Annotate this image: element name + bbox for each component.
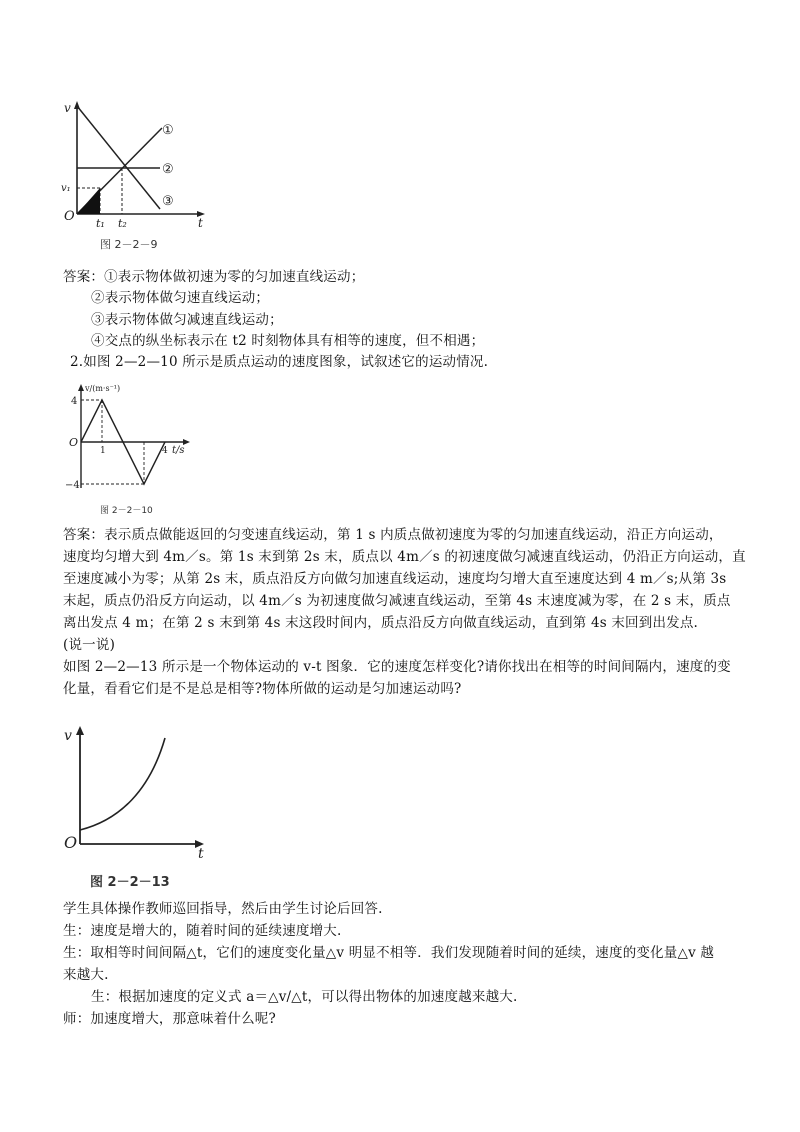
y-axis-label: v <box>64 101 71 115</box>
dialogue-line-4: 来越大. <box>63 967 109 983</box>
answer2-line-3: 至速度减小为零；从第 2s 末，质点沿反方向做匀加速直线运动，速度均匀增大直至速度达到 4 m／s;从第 3s <box>63 571 727 587</box>
answer2-line-4: 末起，质点仍沿反方向运动，以 4m／s 为初速度做匀减速直线运动，至第 4s 末速度减为零，在 2 s 末，质点 <box>63 593 731 609</box>
figure-caption: 图 2－2－13 <box>90 875 170 890</box>
dialogue-line-2: 生：速度是增大的，随着时间的延续速度增大. <box>63 923 342 939</box>
dialogue-line-1: 学生具体操作教师巡回指导，然后由学生讨论后回答. <box>63 901 383 917</box>
velocity-curve <box>80 738 165 830</box>
answer1-line-2: ②表示物体做匀速直线运动； <box>91 290 270 306</box>
t2-label: t₂ <box>118 217 127 230</box>
origin-label: O <box>64 209 75 224</box>
answer1-line-4: ④交点的纵坐标表示在 t2 时刻物体具有相等的速度，但不相遇； <box>91 333 485 349</box>
discussion-line-1: 如图 2—2—13 所示是一个物体运动的 v-t 图象．它的速度怎样变化?请你找出在相等的时间间隔内，速度的变 <box>63 659 731 675</box>
answer2-line-1: 答案：表示质点做能返回的匀变速直线运动，第 1 s 内质点做初速度为零的匀加速直线运动，沿正方向运动， <box>63 527 723 543</box>
x-axis-label: t <box>198 846 204 862</box>
dialogue-line-3: 生：取相等时间间隔△t，它们的速度变化量△v 明显不相等．我们发现随着时间的延续，速度的变化量△v 越 <box>63 945 715 961</box>
tick-neg4-label: −4 <box>65 480 80 491</box>
figure-2-2-10 <box>60 380 220 520</box>
x-axis-label: t/s <box>172 445 185 456</box>
dialogue-line-5: 生：根据加速度的定义式 a＝△v/△t，可以得出物体的加速度越来越大. <box>91 989 518 1005</box>
answer2-line-5: 离出发点 4 m；在第 2 s 末到第 4s 末这段时间内，质点沿反方向做直线运动，直到第 4s 末回到出发点. <box>63 615 699 631</box>
y-axis-arrow <box>78 384 84 391</box>
line-1-label: ① <box>162 123 174 138</box>
v1-label: v₁ <box>61 183 71 194</box>
x-axis-label: t <box>198 216 203 230</box>
y-axis-label: v <box>64 728 72 744</box>
figure-2-2-13 <box>60 720 220 895</box>
t1-label: t₁ <box>96 217 105 230</box>
line-3 <box>77 106 160 209</box>
answer1-line-1: 答案：①表示物体做初速为零的匀加速直线运动； <box>63 269 365 285</box>
line-2-label: ② <box>162 162 174 177</box>
tick-1-label: 1 <box>100 446 106 456</box>
y-axis-label: v/(m·s⁻¹) <box>85 384 121 393</box>
discussion-line-2: 化量，看看它们是不是总是相等?物体所做的运动是匀加速运动吗? <box>63 681 462 697</box>
discussion-heading: (说一说) <box>63 637 116 653</box>
shaded-area <box>77 188 100 214</box>
dialogue-line-6: 师：加速度增大，那意味着什么呢? <box>63 1011 276 1027</box>
origin-label: O <box>64 833 78 852</box>
question-2: 2.如图 2—2—10 所示是质点运动的速度图象，试叙述它的运动情况. <box>70 354 489 370</box>
answer2-line-2: 速度均匀增大到 4m／s。第 1s 末到第 2s 末，质点以 4m／s 的初速度做匀减速直线运动，仍沿正方向运动，直 <box>63 549 746 565</box>
figure-caption: 图 2－2－10 <box>100 506 153 516</box>
y-axis-arrow <box>76 726 84 735</box>
line-3-label: ③ <box>162 194 174 209</box>
answer1-line-3: ③表示物体做匀减速直线运动； <box>91 312 283 328</box>
figure-2-2-9 <box>60 96 220 256</box>
origin-label: O <box>69 436 79 449</box>
tick-4-label: 4 <box>71 396 78 407</box>
tick-x4-label: 4 <box>162 446 168 456</box>
figure-caption: 图 2－2－9 <box>100 238 158 251</box>
